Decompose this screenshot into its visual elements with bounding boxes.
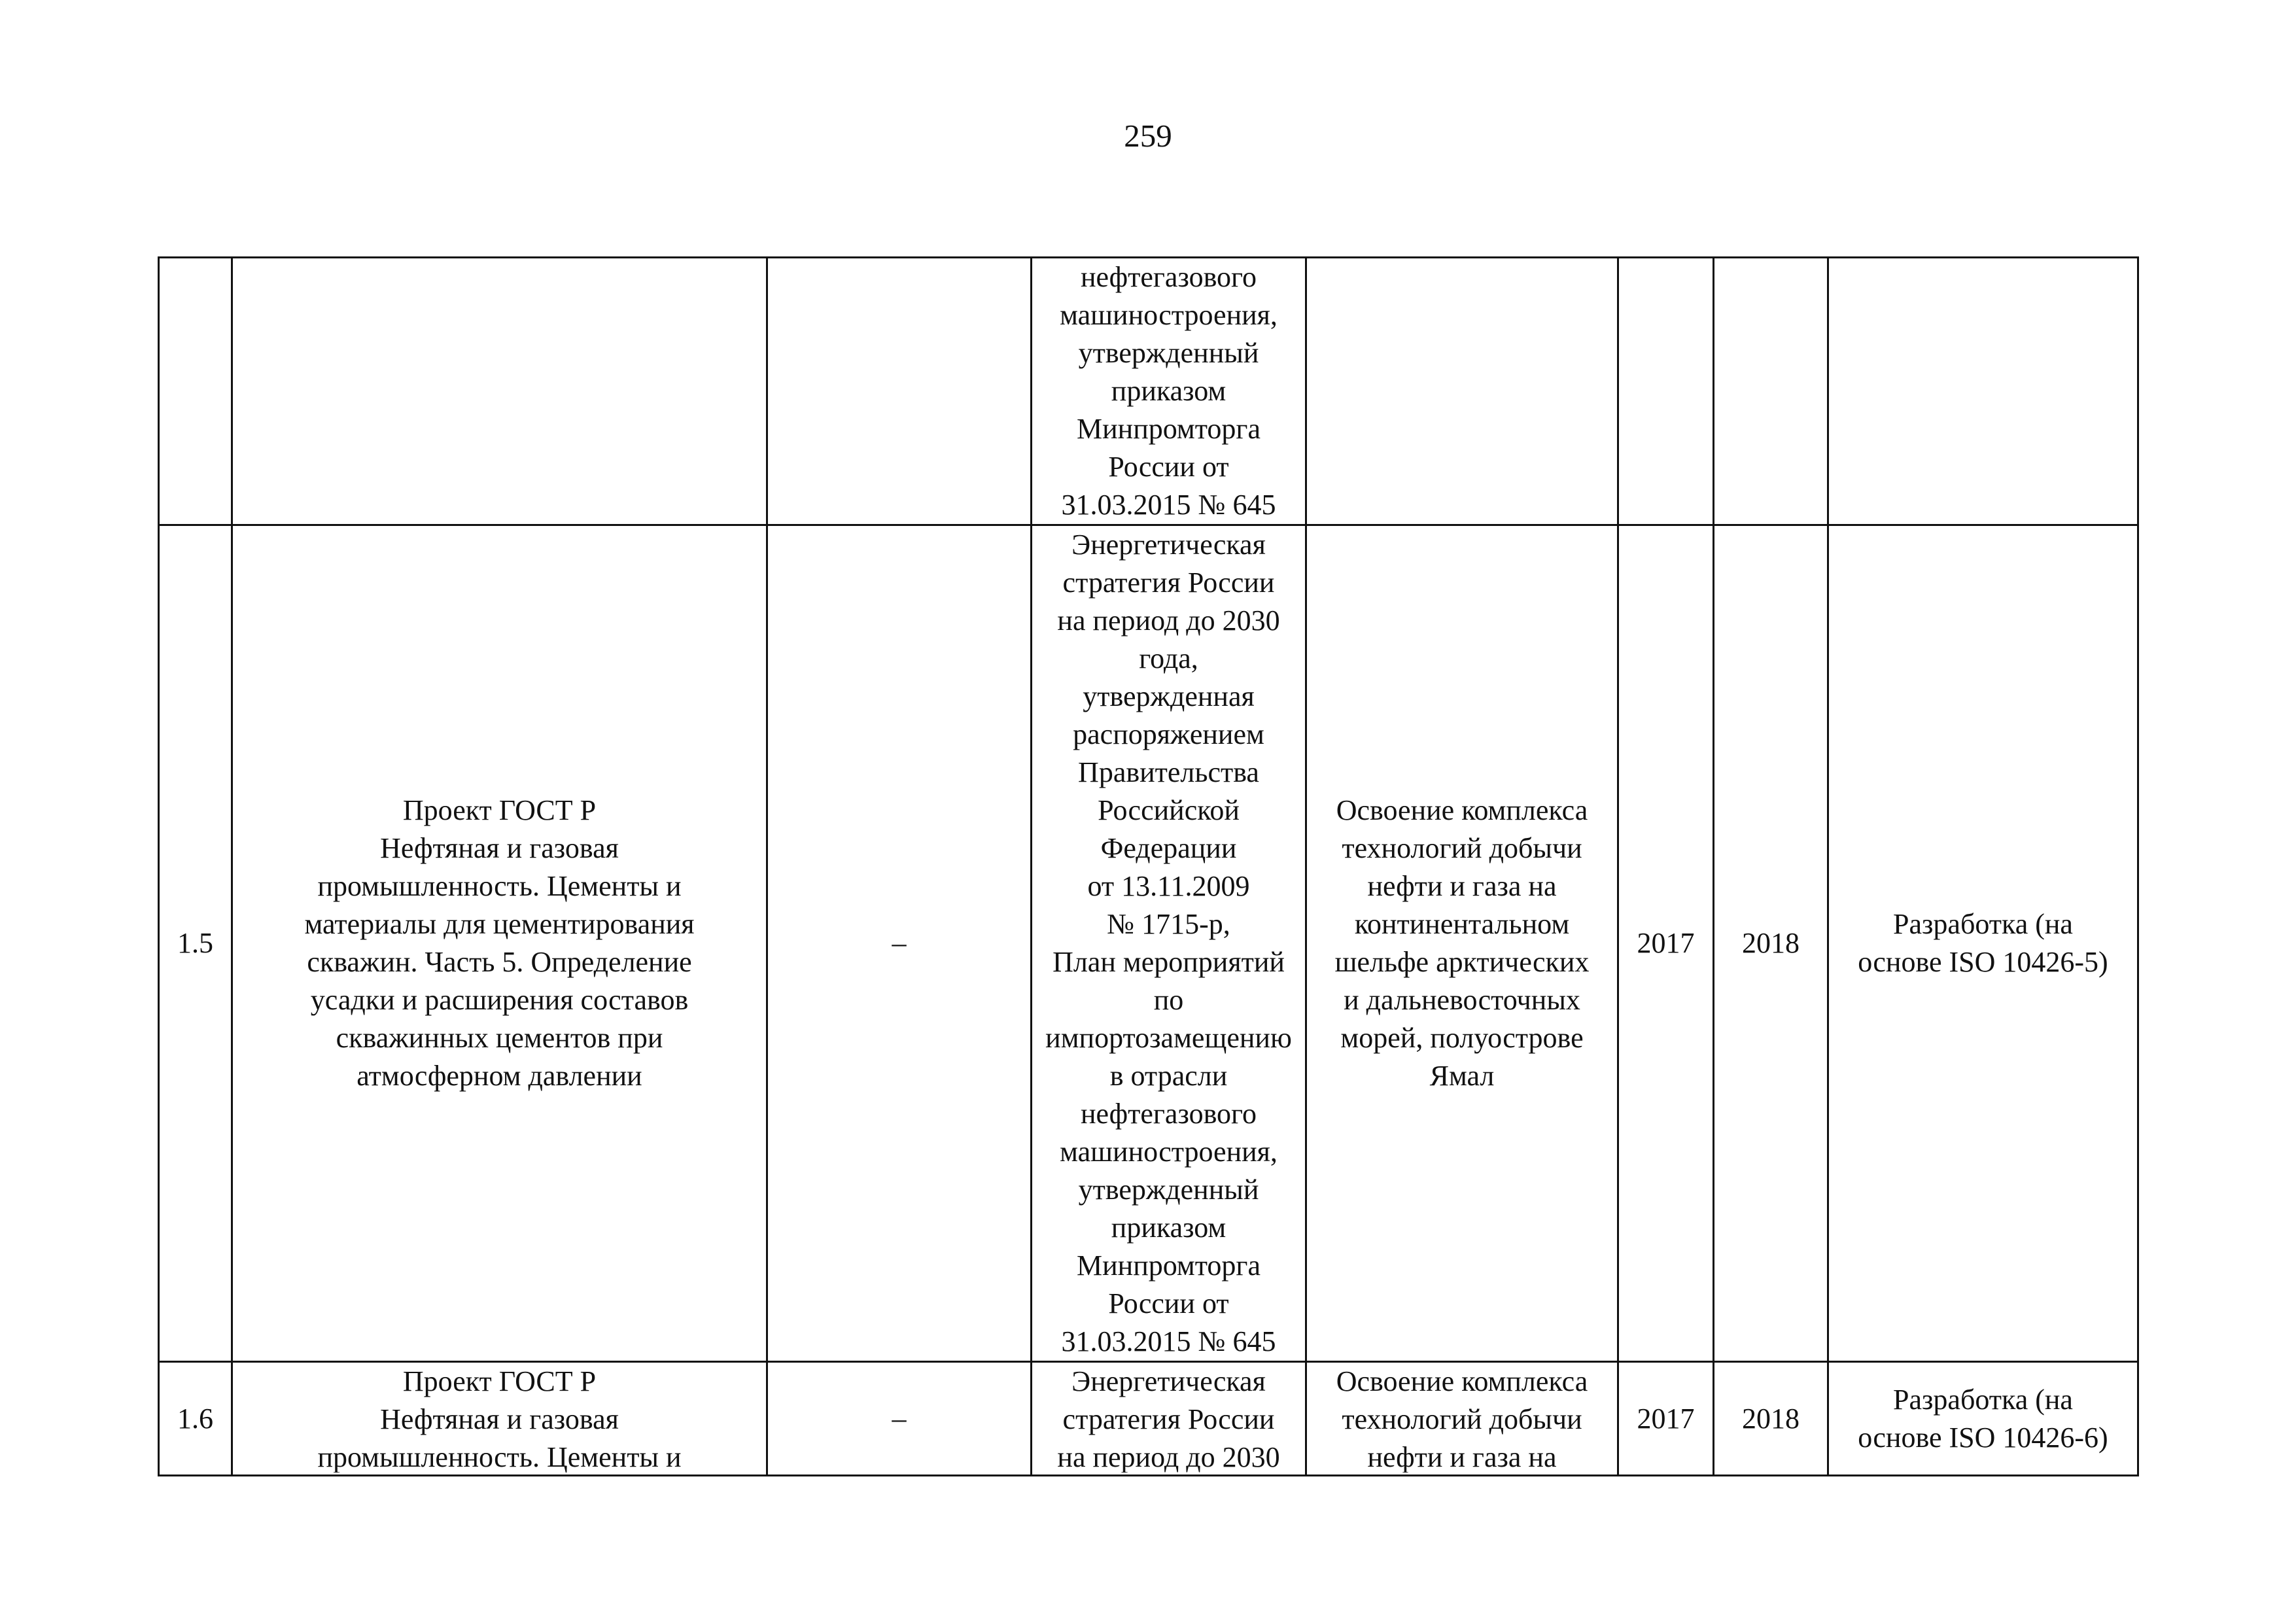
start-year-cell: 2017 <box>1618 1362 1714 1476</box>
basis-cell: Энергетическая стратегия России на период до 2030 <box>1032 1362 1306 1476</box>
row-number-cell: 1.6 <box>159 1362 232 1476</box>
standard-name-cell: Проект ГОСТ Р Нефтяная и газовая промышленность. Цементы и материалы для цементирования скважин. Часть 5. Определение усадки и расширения составов скважинных цементов при атмосферном давлении <box>232 525 767 1362</box>
basis-cell: Энергетическая стратегия России на период до 2030 года, утвержденная распоряжением Правительства Российской Федерации от 13.11.2009 № 1715-р, План мероприятий по импортозамещению в отрасли нефтегазового машиностроения, утвержденный приказом Минпромторга России от 31.03.2015 № 645 <box>1032 525 1306 1362</box>
end-year-cell <box>1714 258 1828 525</box>
row-number-cell: 1.5 <box>159 525 232 1362</box>
table-row <box>159 258 2138 525</box>
basis-cell: нефтегазового машиностроения, утвержденный приказом Минпромторга России от 31.03.2015 № 645 <box>1032 258 1306 525</box>
start-year-cell: 2017 <box>1618 525 1714 1362</box>
standard-name-cell <box>232 258 767 525</box>
standard-name-cell: Проект ГОСТ Р Нефтяная и газовая промышленность. Цементы и <box>232 1362 767 1476</box>
note-cell <box>1828 258 2138 525</box>
page-number: 259 <box>1124 118 1172 154</box>
column-3-cell <box>767 258 1032 525</box>
technology-cell: Освоение комплекса технологий добычи нефти и газа на <box>1306 1362 1618 1476</box>
start-year-cell <box>1618 258 1714 525</box>
standards-table <box>158 256 2139 1476</box>
column-3-cell: – <box>767 525 1032 1362</box>
row-number-cell <box>159 258 232 525</box>
column-3-cell: – <box>767 1362 1032 1476</box>
table-row <box>159 1362 2138 1476</box>
note-cell: Разработка (на основе ISO 10426-6) <box>1828 1362 2138 1476</box>
end-year-cell: 2018 <box>1714 1362 1828 1476</box>
technology-cell <box>1306 258 1618 525</box>
technology-cell: Освоение комплекса технологий добычи нефти и газа на континентальном шельфе арктических и дальневосточных морей, полуострове Ямал <box>1306 525 1618 1362</box>
end-year-cell: 2018 <box>1714 525 1828 1362</box>
table-row <box>159 525 2138 1362</box>
note-cell: Разработка (на основе ISO 10426-5) <box>1828 525 2138 1362</box>
